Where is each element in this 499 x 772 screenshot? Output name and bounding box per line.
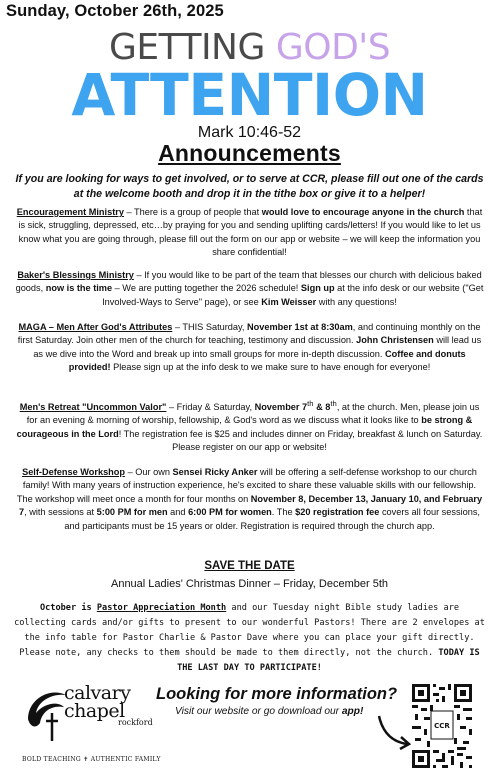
announcements-heading: Announcements bbox=[158, 140, 341, 166]
title-gods: GOD'S bbox=[275, 27, 391, 68]
encouragement-title: Encouragement Ministry bbox=[16, 207, 124, 217]
encouragement-ministry-paragraph: Encouragement Ministry – There is a group of people that would love to encourage anyone in the church that is sick, struggling, depressed, etc…by praying for you and sending uplifting cards/letters! If you would like to let us know what you are going through, please fill out the form on our app or website – we will keep the information you share confidential! bbox=[16, 207, 483, 258]
logo-text-calvary: calvary bbox=[64, 682, 131, 704]
maga-title: MAGA – Men After God's Attributes bbox=[18, 322, 173, 332]
scripture-reference: Mark 10:46-52 bbox=[197, 124, 302, 141]
dove-cross-icon bbox=[22, 683, 70, 743]
qr-code[interactable] bbox=[412, 684, 472, 768]
mens-retreat-paragraph: Men's Retreat "Uncommon Valor" – Friday & Saturday, November 7th & 8th, at the church. Men, please join us for an evening & morning of worship, fellowship, & God's word as we discuss what it looks like to be strong & courageous in the Lord! The registration fee is $25 and includes dinner on Friday, breakfast & lunch on Saturday. Please register on our app or website! bbox=[16, 399, 483, 453]
sermon-title-line2: ATTENTION bbox=[71, 61, 428, 129]
qr-center-label: CCR bbox=[434, 722, 450, 730]
self-defense-paragraph: Self-Defense Workshop – Our own Sensei Ricky Anker will be offering a self-defense workshop to our church family! With many years of instruction experience, he's excited to share these valuable skills with our fellowship. The workshop will meet once a month for four months on November 8, December 13, January 10, and February 7, with sessions at 5:00 PM for men and 6:00 PM for women. The $20 registration fee covers all four sessions, and participants must be 15 years or older. Registration is required through the church app. bbox=[16, 467, 483, 531]
logo-text-chapel: chapel bbox=[64, 700, 125, 722]
maga-paragraph: MAGA – Men After God's Attributes – THIS Saturday, November 1st at 8:30am, and continuing monthly on the first Saturday. Join other men of the church for teaching, testimony and discussion. John Christensen will lead us as we dive into the Word and break up into small groups for more in-depth discussion. Coffee and donuts provided! Please sign up at the info desk to we make sure to have enough for everyone! bbox=[17, 322, 482, 373]
bulletin-date: Sunday, October 26th, 2025 bbox=[6, 2, 224, 20]
save-the-date-event: Annual Ladies' Christmas Dinner – Friday, December 5th bbox=[110, 578, 389, 590]
church-logo bbox=[22, 683, 162, 765]
baker-title: Baker's Blessings Ministry bbox=[17, 270, 134, 280]
selfdefense-title: Self-Defense Workshop bbox=[22, 467, 126, 477]
title-getting: GETTING bbox=[108, 27, 276, 68]
logo-text-rockford: rockford bbox=[118, 718, 153, 727]
pastor-appreciation-paragraph: October is Pastor Appreciation Month and our Tuesday night Bible study ladies are collecting cards and/or gifts to present to our wonderful Pastors! There are 2 envelopes at the info table for Pastor Charlie & Pastor Dave where you can place your gift directly. Please note, any checks to them should be made to them directly, not the church. TODAY IS THE LAST DAY TO PARTICIPATE! bbox=[14, 603, 485, 673]
bakers-blessings-paragraph: Baker's Blessings Ministry – If you would like to be part of the team that blesses our church with delicious baked goods, now is the time – We are putting together the 2026 schedule! Sign up at the info desk or our website ("Get Involved-Ways to Serve" page), or see Kim Weisser with any questions! bbox=[15, 270, 484, 307]
curved-arrow-icon bbox=[375, 712, 415, 752]
save-the-date-heading: SAVE THE DATE bbox=[204, 560, 295, 572]
more-info-subtext: Visit our website or go download our app! bbox=[175, 706, 364, 717]
more-info-heading: Looking for more information? bbox=[156, 685, 398, 703]
announcements-intro: If you are looking for ways to get involved, or to serve at CCR, please fill out one of the cards at the welcome booth and drop it in the tithe box or give it to a helper! bbox=[15, 173, 484, 200]
logo-tagline: BOLD TEACHING ✝ AUTHENTIC FAMILY bbox=[22, 756, 161, 763]
retreat-title: Men's Retreat "Uncommon Valor" bbox=[19, 402, 167, 413]
